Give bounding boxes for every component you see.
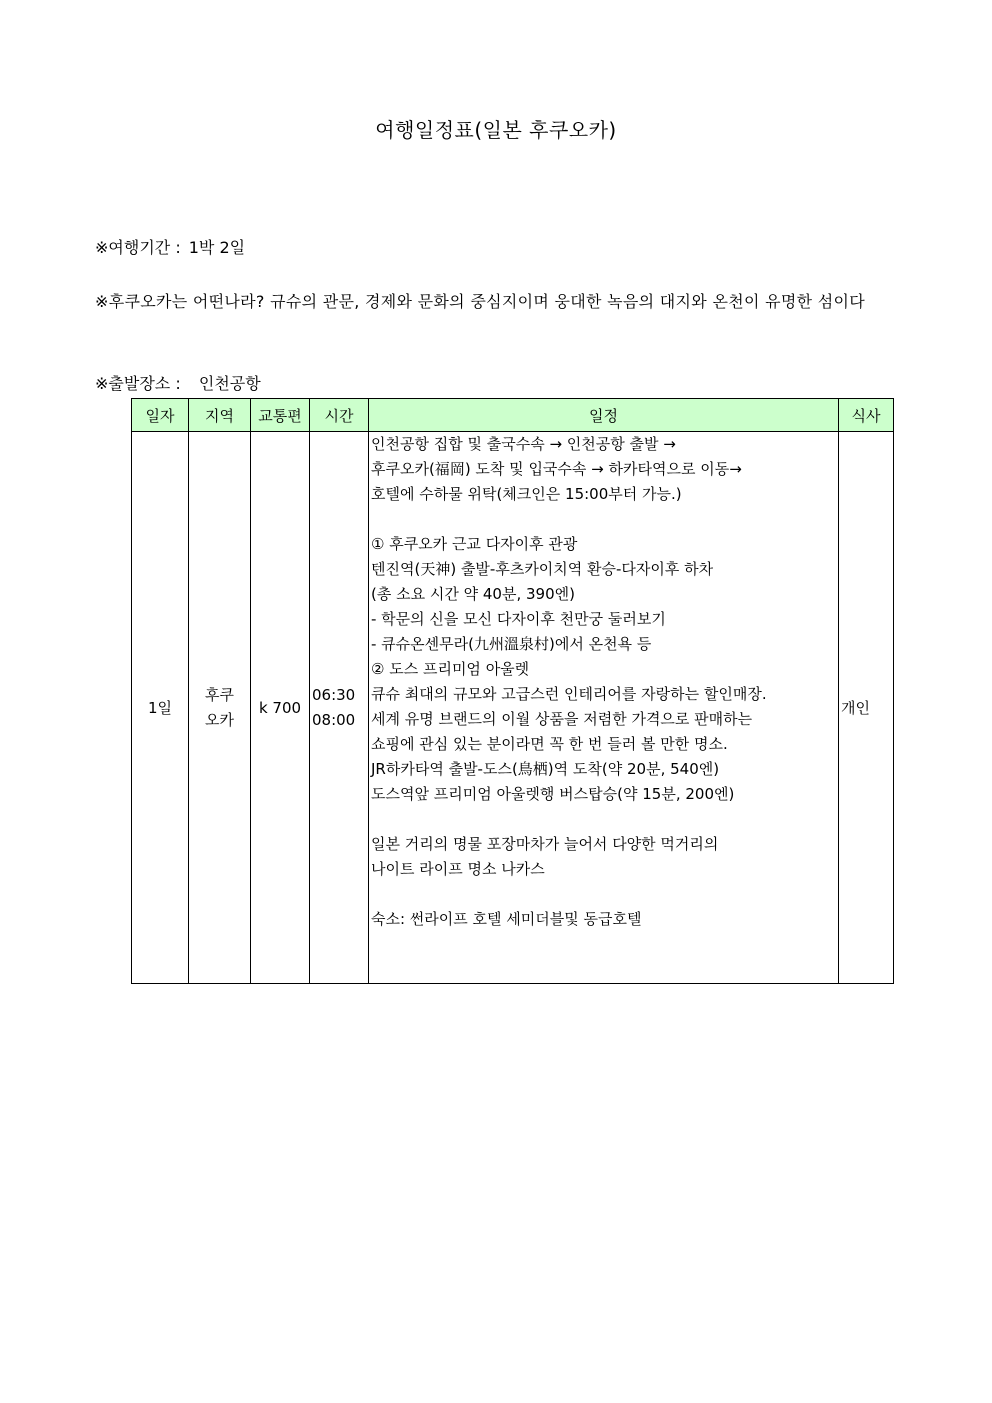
travel-period-value: 1박 2일 [188,238,246,257]
schedule-line: ② 도스 프리미엄 아울렛 [371,660,530,678]
schedule-line: ① 후쿠오카 근교 다자이후 관광 [371,535,578,553]
cell-day: 1일 [132,432,189,984]
schedule-line [371,807,836,832]
schedule-line [371,507,836,532]
schedule-line: (총 소요 시간 약 40분, 390엔) [371,585,575,603]
itinerary-table [131,398,894,984]
time-line-2: 08:00 [312,710,356,729]
cell-region [189,432,251,984]
destination-description: ※후쿠오카는 어떤나라? 규슈의 관문, 경제와 문화의 중심지이며 웅대한 녹음의 대지와 온천이 유명한 섬이다 [95,292,866,311]
schedule-line: 쇼핑에 관심 있는 분이라면 꼭 한 번 들러 볼 만한 명소. [371,735,728,753]
header-transport: 교통편 [251,399,310,432]
header-schedule: 일정 [369,399,839,432]
schedule-line: - 학문의 신을 모신 다자이후 천만궁 둘러보기 [371,610,666,628]
schedule-line: 일본 거리의 명물 포장마차가 늘어서 다양한 먹거리의 [371,835,719,853]
header-region: 지역 [189,399,251,432]
departure-place [95,370,261,398]
schedule-line: 나이트 라이프 명소 나카스 [371,860,545,878]
schedule-line: 호텔에 수하물 위탁(체크인은 15:00부터 가능.) [371,485,682,503]
table-row [132,432,894,984]
cell-time [310,432,369,984]
schedule-line: 큐슈 최대의 규모와 고급스런 인테리어를 자랑하는 할인매장. [371,685,767,703]
table-header-row [132,399,894,432]
travel-period-label: ※여행기간 : [95,238,181,257]
region-line-2: 오카 [205,710,234,729]
schedule-line: 인천공항 집합 및 출국수속 → 인천공항 출발 → [371,435,676,453]
schedule-line: 텐진역(天神) 출발-후츠카이치역 환승-다자이후 하차 [371,560,714,578]
schedule-line: JR하카타역 출발-도스(鳥栖)역 도착(약 20분, 540엔) [371,760,720,778]
header-day: 일자 [132,399,189,432]
travel-period [95,234,245,262]
schedule-line: 세계 유명 브랜드의 이월 상품을 저렴한 가격으로 판매하는 [371,710,753,728]
schedule-line: - 큐슈온센무라(九州溫泉村)에서 온천욕 등 [371,635,652,653]
departure-place-label: ※출발장소 : [95,374,181,393]
schedule-line: 도스역앞 프리미엄 아울렛행 버스탑승(약 15분, 200엔) [371,785,735,803]
cell-transport: k 700 [251,432,310,984]
schedule-line: 후쿠오카(福岡) 도착 및 입국수속 → 하카타역으로 이동→ [371,460,742,478]
page-title: 여행일정표(일본 후쿠오카) [375,118,617,142]
header-time: 시간 [310,399,369,432]
schedule-line [371,882,836,907]
header-meal: 식사 [839,399,894,432]
cell-schedule [369,432,839,984]
cell-meal: 개인 [839,432,894,984]
time-line-1: 06:30 [312,685,356,704]
departure-place-value: 인천공항 [198,374,261,393]
region-line-1: 후쿠 [205,685,234,704]
schedule-line: 숙소: 썬라이프 호텔 세미더블및 동급호텔 [371,910,642,928]
